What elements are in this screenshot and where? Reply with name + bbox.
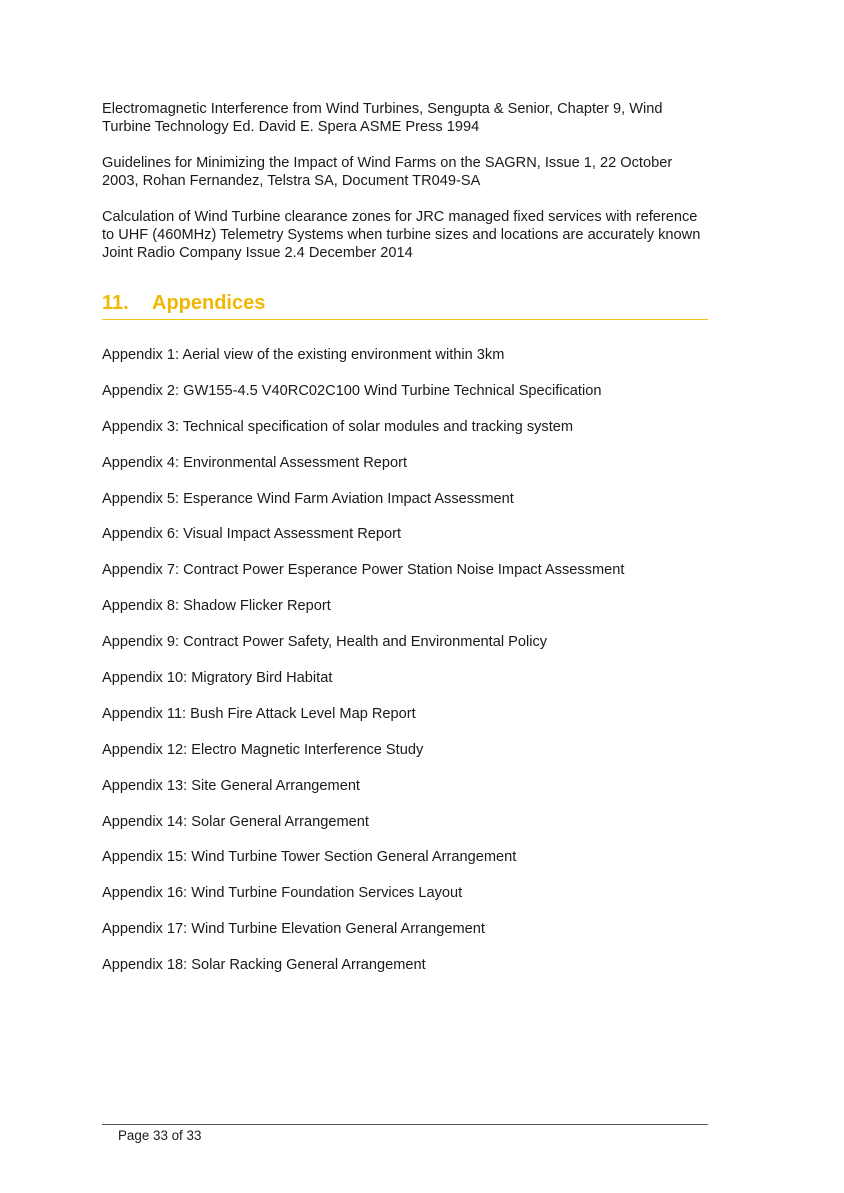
appendix-item: Appendix 8: Shadow Flicker Report xyxy=(102,598,331,615)
appendix-item: Appendix 7: Contract Power Esperance Power Station Noise Impact Assessment xyxy=(102,562,625,579)
appendix-item: Appendix 16: Wind Turbine Foundation Services Layout xyxy=(102,885,463,902)
section-title: Appendices xyxy=(152,292,266,314)
appendix-item: Appendix 11: Bush Fire Attack Level Map Report xyxy=(102,705,416,722)
reference-entry: Calculation of Wind Turbine clearance zones for JRC managed fixed services with reference to UHF (460MHz) Telemetry Systems when turbine sizes and locations are accurately known Joint Radio Company Issue 2.4 December 2014 xyxy=(102,209,701,261)
appendix-item: Appendix 17: Wind Turbine Elevation General Arrangement xyxy=(102,921,485,938)
appendix-item: Appendix 1: Aerial view of the existing environment within 3km xyxy=(102,347,505,363)
appendix-item: Appendix 5: Esperance Wind Farm Aviation Impact Assessment xyxy=(102,490,514,507)
appendix-item: Appendix 13: Site General Arrangement xyxy=(102,777,360,794)
reference-entry: Guidelines for Minimizing the Impact of Wind Farms on the SAGRN, Issue 1, 22 October 2003, Rohan Fernandez, Telstra SA, Document TR049-SA xyxy=(102,155,673,189)
references-block xyxy=(102,100,708,262)
appendix-item: Appendix 14: Solar General Arrangement xyxy=(102,813,369,830)
appendix-item: Appendix 18: Solar Racking General Arrangement xyxy=(102,957,426,974)
footer-divider xyxy=(102,1124,708,1125)
appendix-item: Appendix 15: Wind Turbine Tower Section General Arrangement xyxy=(102,849,517,866)
appendix-item: Appendix 9: Contract Power Safety, Health and Environmental Policy xyxy=(102,634,548,651)
page-number: Page 33 of 33 xyxy=(118,1128,202,1143)
appendix-item: Appendix 4: Environmental Assessment Report xyxy=(102,454,408,471)
section-heading xyxy=(102,289,708,320)
reference-entry: Electromagnetic Interference from Wind Turbines, Sengupta & Senior, Chapter 9, Wind Turbine Technology Ed. David E. Spera ASME Press 1994 xyxy=(102,101,663,135)
appendix-item: Appendix 3: Technical specification of solar modules and tracking system xyxy=(102,418,574,435)
appendix-item: Appendix 6: Visual Impact Assessment Report xyxy=(102,526,402,543)
section-number: 11. xyxy=(102,292,129,314)
appendix-item: Appendix 12: Electro Magnetic Interference Study xyxy=(102,741,424,758)
appendix-item: Appendix 10: Migratory Bird Habitat xyxy=(102,670,333,687)
appendix-list xyxy=(102,346,708,992)
appendix-item: Appendix 2: GW155-4.5 V40RC02C100 Wind Turbine Technical Specification xyxy=(102,382,602,399)
